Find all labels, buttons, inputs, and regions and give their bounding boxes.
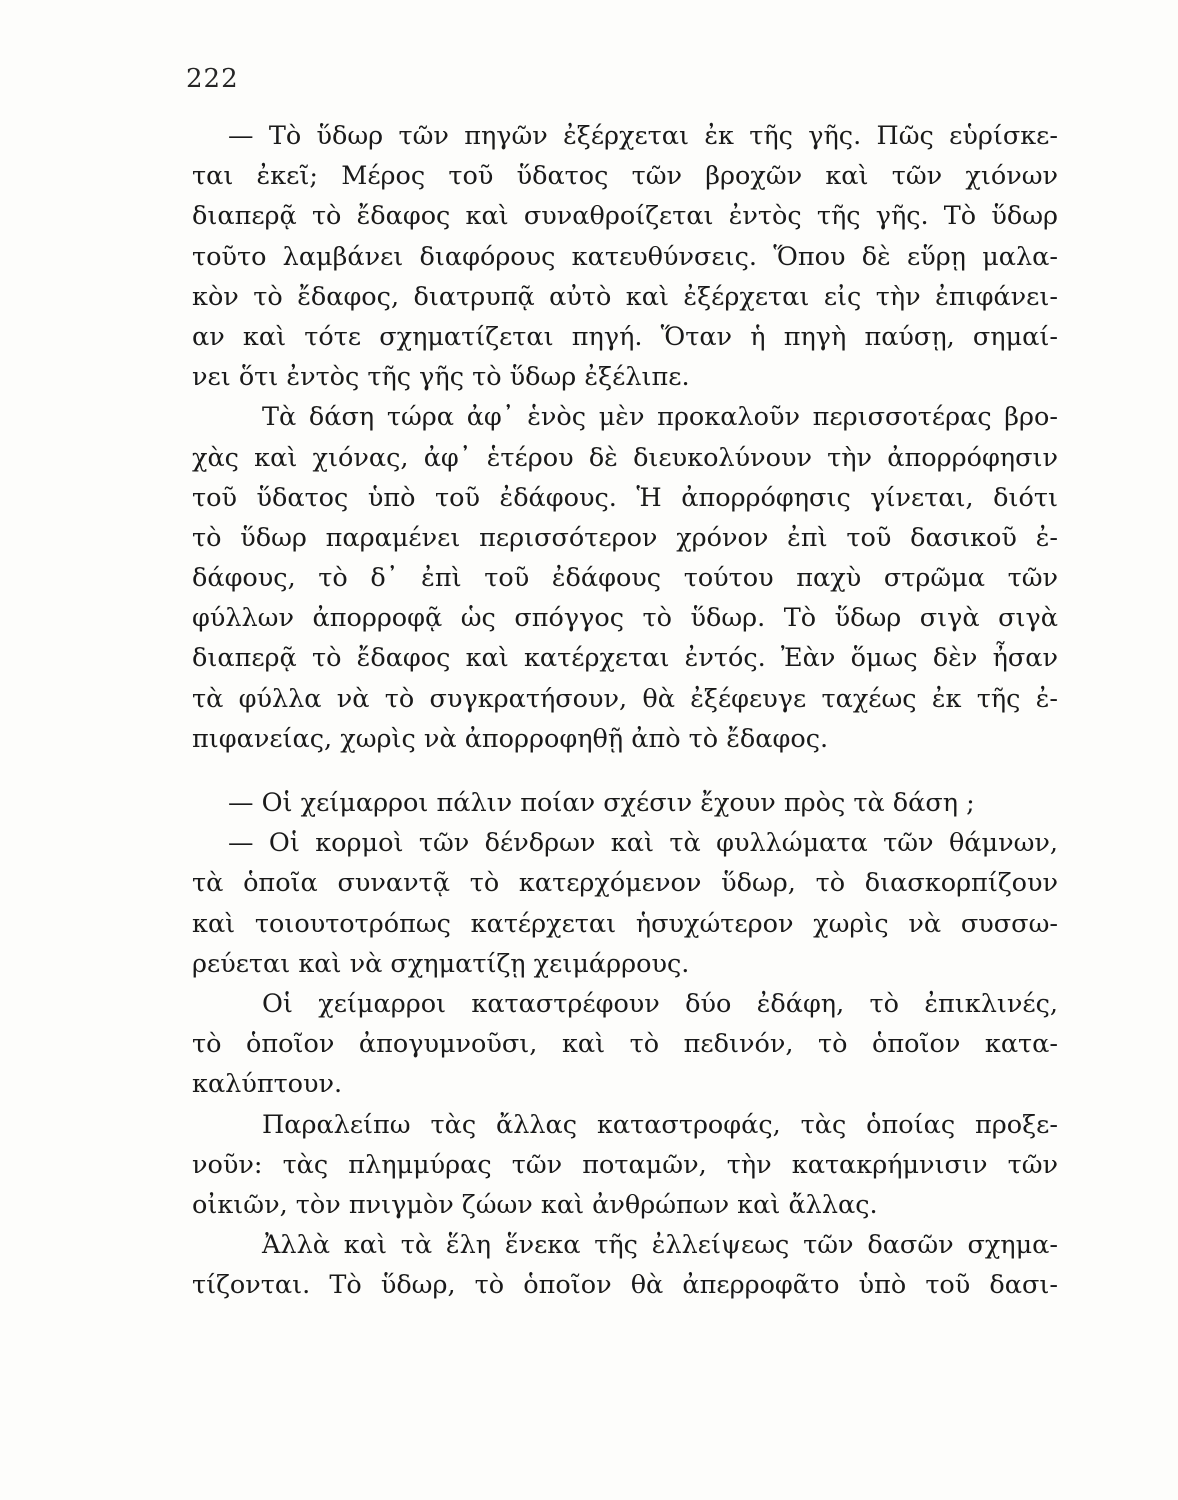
paragraph [192,823,1058,984]
page-number: 222 [186,64,239,94]
text-line: Τὰ δάση τώρα ἀφ᾿ ἑνὸς μὲν προκαλοῦν περισσοτέρας βρο- [262,402,1058,433]
paragraph [192,984,1058,1105]
text-line: ται ἐκεῖ; Μέρος τοῦ ὕδατος τῶν βροχῶν καὶ τῶν χιόνων [192,161,1058,192]
text-line: ρεύεται καὶ νὰ σχηματίζῃ χειμάρρους. [192,948,690,979]
text-line: — Οἱ χείμαρροι πάλιν ποίαν σχέσιν ἔχουν πρὸς τὰ δάση ; [228,788,975,818]
text-line: — Οἱ κορμοὶ τῶν δένδρων καὶ τὰ φυλλώματα τῶν θάμνων, [228,828,1058,859]
text-line: Ἀλλὰ καὶ τὰ ἕλη ἕνεκα τῆς ἐλλείψεως τῶν δασῶν σχημα- [262,1230,1058,1261]
text-line: τοῦ ὕδατος ὑπὸ τοῦ ἐδάφους. Ἡ ἀπορρόφησις γίνεται, διότι [192,482,1058,513]
text-line: αν καὶ τότε σχηματίζεται πηγή. Ὅταν ἡ πηγὴ παύσῃ, σημαί- [192,321,1058,352]
text-line: Οἱ χείμαρροι καταστρέφουν δύο ἐδάφη, τὸ ἐπικλινές, [262,988,1058,1019]
text-line: χὰς καὶ χιόνας, ἀφ᾿ ἑτέρου δὲ διευκολύνουν τὴν ἀπορρόφησιν [192,442,1058,473]
text-line: νοῦν: τὰς πλημμύρας τῶν ποταμῶν, τὴν κατακρήμνισιν τῶν [192,1149,1058,1180]
text-line: τοῦτο λαμβάνει διαφόρους κατευθύνσεις. Ὅπου δὲ εὕρῃ μαλα- [192,241,1058,272]
text-line: καὶ τοιουτοτρόπως κατέρχεται ἡσυχώτερον χωρὶς νὰ συσσω- [192,908,1058,939]
text-line: τὸ ὕδωρ παραμένει περισσότερον χρόνον ἐπὶ τοῦ δασικοῦ ἐ- [192,522,1058,553]
paragraph [192,397,1058,759]
body-text [192,116,1058,1305]
text-line: καλύπτουν. [192,1069,343,1100]
text-line: πιφανείας, χωρὶς νὰ ἀπορροφηθῇ ἀπὸ τὸ ἔδαφος. [192,723,829,754]
text-line: τὰ φύλλα νὰ τὸ συγκρατήσουν, θὰ ἐξέφευγε ταχέως ἐκ τῆς ἐ- [192,683,1058,714]
text-line: κὸν τὸ ἔδαφος, διατρυπᾷ αὐτὸ καὶ ἐξέρχεται εἰς τὴν ἐπιφάνει- [192,281,1058,312]
paragraph [192,1225,1058,1305]
text-line: νει ὅτι ἐντὸς τῆς γῆς τὸ ὕδωρ ἐξέλιπε. [192,362,690,393]
text-line: — Τὸ ὕδωρ τῶν πηγῶν ἐξέρχεται ἐκ τῆς γῆς. Πῶς εὑρίσκε- [228,121,1058,151]
text-line: τὸ ὁποῖον ἀπογυμνοῦσι, καὶ τὸ πεδινόν, τὸ ὁποῖον κατα- [192,1029,1058,1060]
text-line: τίζονται. Τὸ ὕδωρ, τὸ ὁποῖον θὰ ἀπερροφᾶτο ὑπὸ τοῦ δασι- [192,1270,1058,1301]
text-line: διαπερᾷ τὸ ἔδαφος καὶ συναθροίζεται ἐντὸς τῆς γῆς. Τὸ ὕδωρ [192,201,1058,232]
text-line: διαπερᾷ τὸ ἔδαφος καὶ κατέρχεται ἐντός. Ἐὰν ὅμως δὲν ἦσαν [192,643,1058,674]
text-line: φύλλων ἀπορροφᾷ ὡς σπόγγος τὸ ὕδωρ. Τὸ ὕδωρ σιγὰ σιγὰ [192,603,1058,634]
paragraph [192,1105,1058,1226]
text-line: δάφους, τὸ δ᾿ ἐπὶ τοῦ ἐδάφους τούτου παχὺ στρῶμα τῶν [192,563,1058,594]
text-line: τὰ ὁποῖα συναντᾷ τὸ κατερχόμενον ὕδωρ, τὸ διασκορπίζουν [192,868,1058,899]
paragraph-gap [192,759,1058,783]
paragraph [192,783,1058,823]
text-line: Παραλείπω τὰς ἄλλας καταστροφάς, τὰς ὁποίας προξε- [262,1109,1058,1140]
text-line: οἰκιῶν, τὸν πνιγμὸν ζώων καὶ ἀνθρώπων καὶ ἄλλας. [192,1189,878,1220]
paragraph [192,116,1058,397]
